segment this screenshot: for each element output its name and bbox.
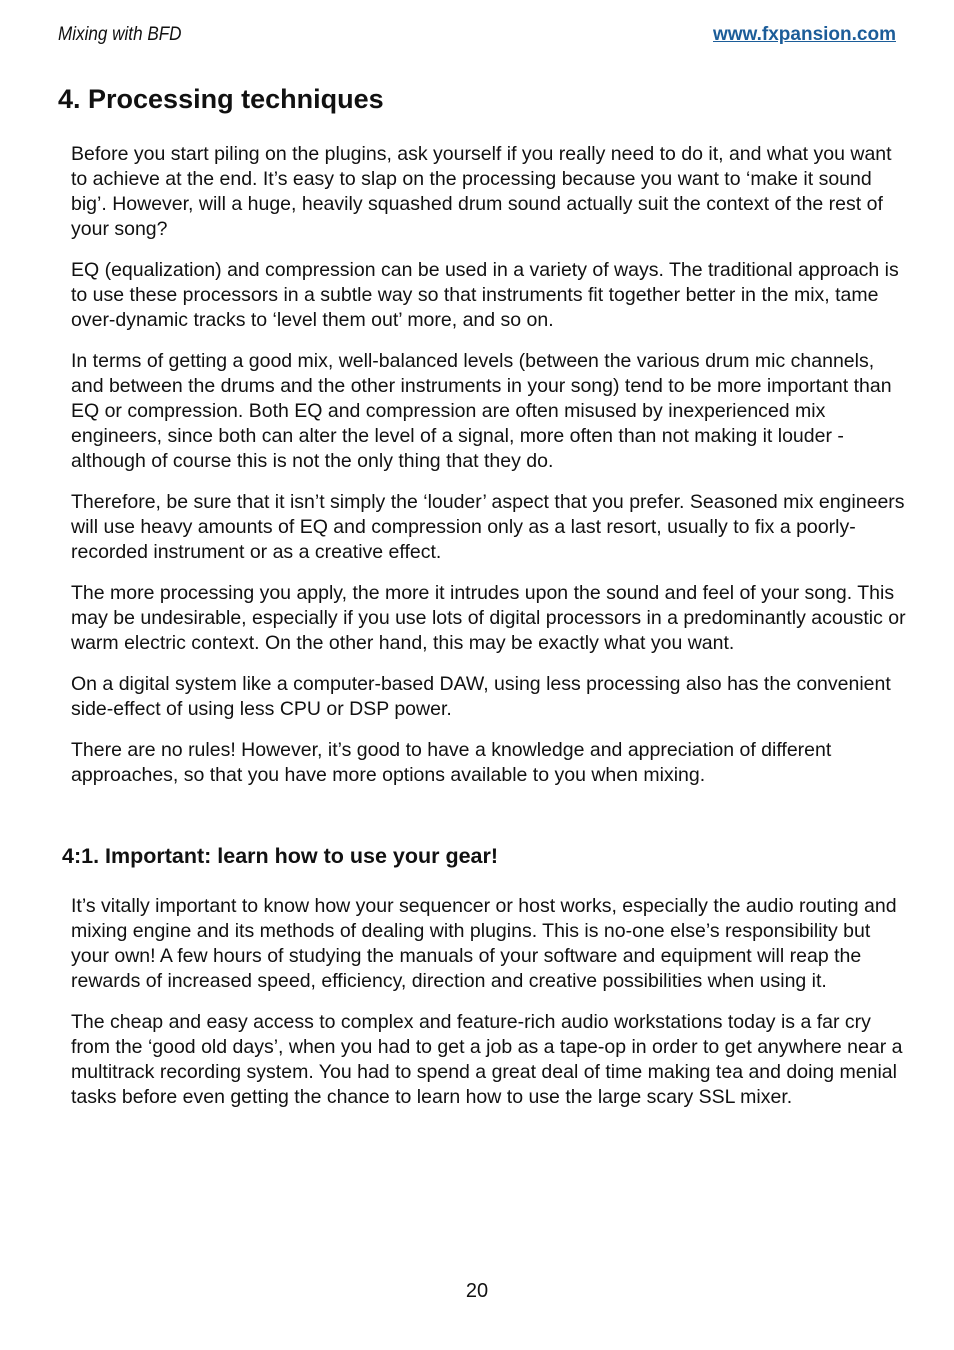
subsection-heading: 4:1. Important: learn how to use your gear! <box>62 844 499 868</box>
paragraph: The cheap and easy access to complex and feature-rich audio workstations today is a far cry from the ‘good old days’, when you had to get a job as a tape-op in order to get anywhere near a multitrack recording system. You had to spend a great deal of time making tea and doing menial tasks before even getting the chance to learn how to use the large scary SSL mixer. <box>71 1011 903 1108</box>
section-body <box>71 142 911 804</box>
website-link[interactable]: www.fxpansion.com <box>713 24 896 45</box>
paragraph: The more processing you apply, the more it intrudes upon the sound and feel of your song. This may be undesirable, especially if you use lots of digital processors in a predominantly acoustic or warm electric context. On the other hand, this may be exactly what you want. <box>71 582 906 654</box>
document-title: Mixing with BFD <box>58 24 182 45</box>
paragraph: It’s vitally important to know how your sequencer or host works, especially the audio routing and mixing engine and its methods of dealing with plugins. This is no-one else’s responsibility but your own! A few hours of studying the manuals of your software and equipment will reap the rewards of increased speed, efficiency, direction and creative possibilities when using it. <box>71 895 897 992</box>
paragraph: On a digital system like a computer-based DAW, using less processing also has the convenient side-effect of using less CPU or DSP power. <box>71 673 891 720</box>
paragraph: Before you start piling on the plugins, ask yourself if you really need to do it, and what you want to achieve at the end. It’s easy to slap on the processing because you want to ‘make it sound big’. However, will a huge, heavily squashed drum sound actually suit the context of the rest of your song? <box>71 143 892 240</box>
paragraph: Therefore, be sure that it isn’t simply the ‘louder’ aspect that you prefer. Seasoned mix engineers will use heavy amounts of EQ and compression only as a last resort, usually to fix a poorly-recorded instrument or as a creative effect. <box>71 491 905 563</box>
paragraph: In terms of getting a good mix, well-balanced levels (between the various drum mic channels, and between the drums and the other instruments in your song) tend to be more important than EQ or compression. Both EQ and compression are often misused by inexperienced mix engineers, since both can alter the level of a signal, more often than not making it louder - although of course this is not the only thing that they do. <box>71 350 892 472</box>
section-heading: 4. Processing techniques <box>58 84 384 114</box>
page-number: 20 <box>465 1280 489 1302</box>
subsection-body <box>71 894 911 1126</box>
paragraph: EQ (equalization) and compression can be used in a variety of ways. The traditional approach is to use these processors in a subtle way so that instruments fit together better in the mix, tame over-dynamic tracks to ‘level them out’ more, and so on. <box>71 259 899 331</box>
paragraph: There are no rules! However, it’s good to have a knowledge and appreciation of different approaches, so that you have more options available to you when mixing. <box>71 739 832 786</box>
